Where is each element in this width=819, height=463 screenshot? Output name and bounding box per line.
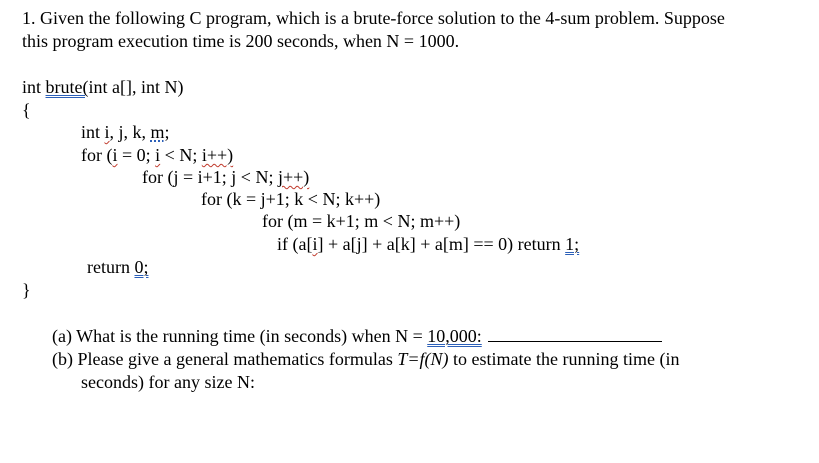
code-for-loop-i xyxy=(81,144,233,166)
code-for-loop-k: for (k = j+1; k < N; k++) xyxy=(201,189,381,209)
code-for1-start: for ( xyxy=(81,145,113,165)
code-for1-i: i xyxy=(112,145,118,165)
code-for-loop-m: for (m = k+1; m < N; m++) xyxy=(262,211,461,231)
code-open-brace: { xyxy=(22,100,31,120)
part-a-question xyxy=(52,325,662,347)
code-for1-cond: < N; xyxy=(160,145,202,165)
code-close-brace: } xyxy=(22,280,31,300)
code-sig-type: int xyxy=(22,77,46,97)
code-for2-start: for (j = i+1; j < N; xyxy=(142,167,278,187)
code-for1-init: = 0; xyxy=(117,145,156,165)
code-if-i: i xyxy=(312,234,318,254)
question-intro-line-2: this program execution time is 200 seconds, when N = 1000. xyxy=(22,31,460,51)
code-declaration xyxy=(81,121,170,143)
code-decl-i: i xyxy=(104,122,110,142)
code-for1-inc: i++) xyxy=(201,145,234,165)
code-decl-type: int xyxy=(81,122,105,142)
part-b-text-2: to estimate the running time (in xyxy=(448,349,680,369)
code-return-keyword: return xyxy=(87,257,135,277)
code-for1-i2: i xyxy=(155,145,161,165)
question-intro-line-1: 1. Given the following C program, which is a brute-force solution to the 4-sum problem. Suppose xyxy=(22,8,725,28)
code-if-body: ] + a[j] + a[k] + a[m] == 0) return xyxy=(317,234,566,254)
part-b-formula: T=f(N) xyxy=(397,349,449,369)
code-if-statement xyxy=(277,233,579,255)
code-if-return-value: 1; xyxy=(565,234,580,254)
part-b-text-1: (b) Please give a general mathematics formulas xyxy=(52,349,398,369)
code-if-start: if (a[ xyxy=(277,234,313,254)
code-decl-jk: , j, k, xyxy=(109,122,151,142)
part-b-question-line-1 xyxy=(52,348,679,370)
part-a-value: 10,000: xyxy=(427,326,482,346)
part-a-answer-blank[interactable] xyxy=(488,325,662,342)
code-return-value: 0; xyxy=(134,257,149,277)
part-a-text: (a) What is the running time (in seconds) when N = xyxy=(52,326,428,346)
code-return-statement xyxy=(87,256,149,278)
code-sig-params: int a[], int N) xyxy=(88,77,184,97)
part-b-question-line-2: seconds) for any size N: xyxy=(81,372,255,392)
code-for2-inc: j++) xyxy=(277,167,310,187)
code-decl-m: m; xyxy=(150,122,170,142)
code-for-loop-j xyxy=(142,166,309,188)
code-sig-name: brute( xyxy=(45,77,89,97)
code-function-signature xyxy=(22,76,183,98)
